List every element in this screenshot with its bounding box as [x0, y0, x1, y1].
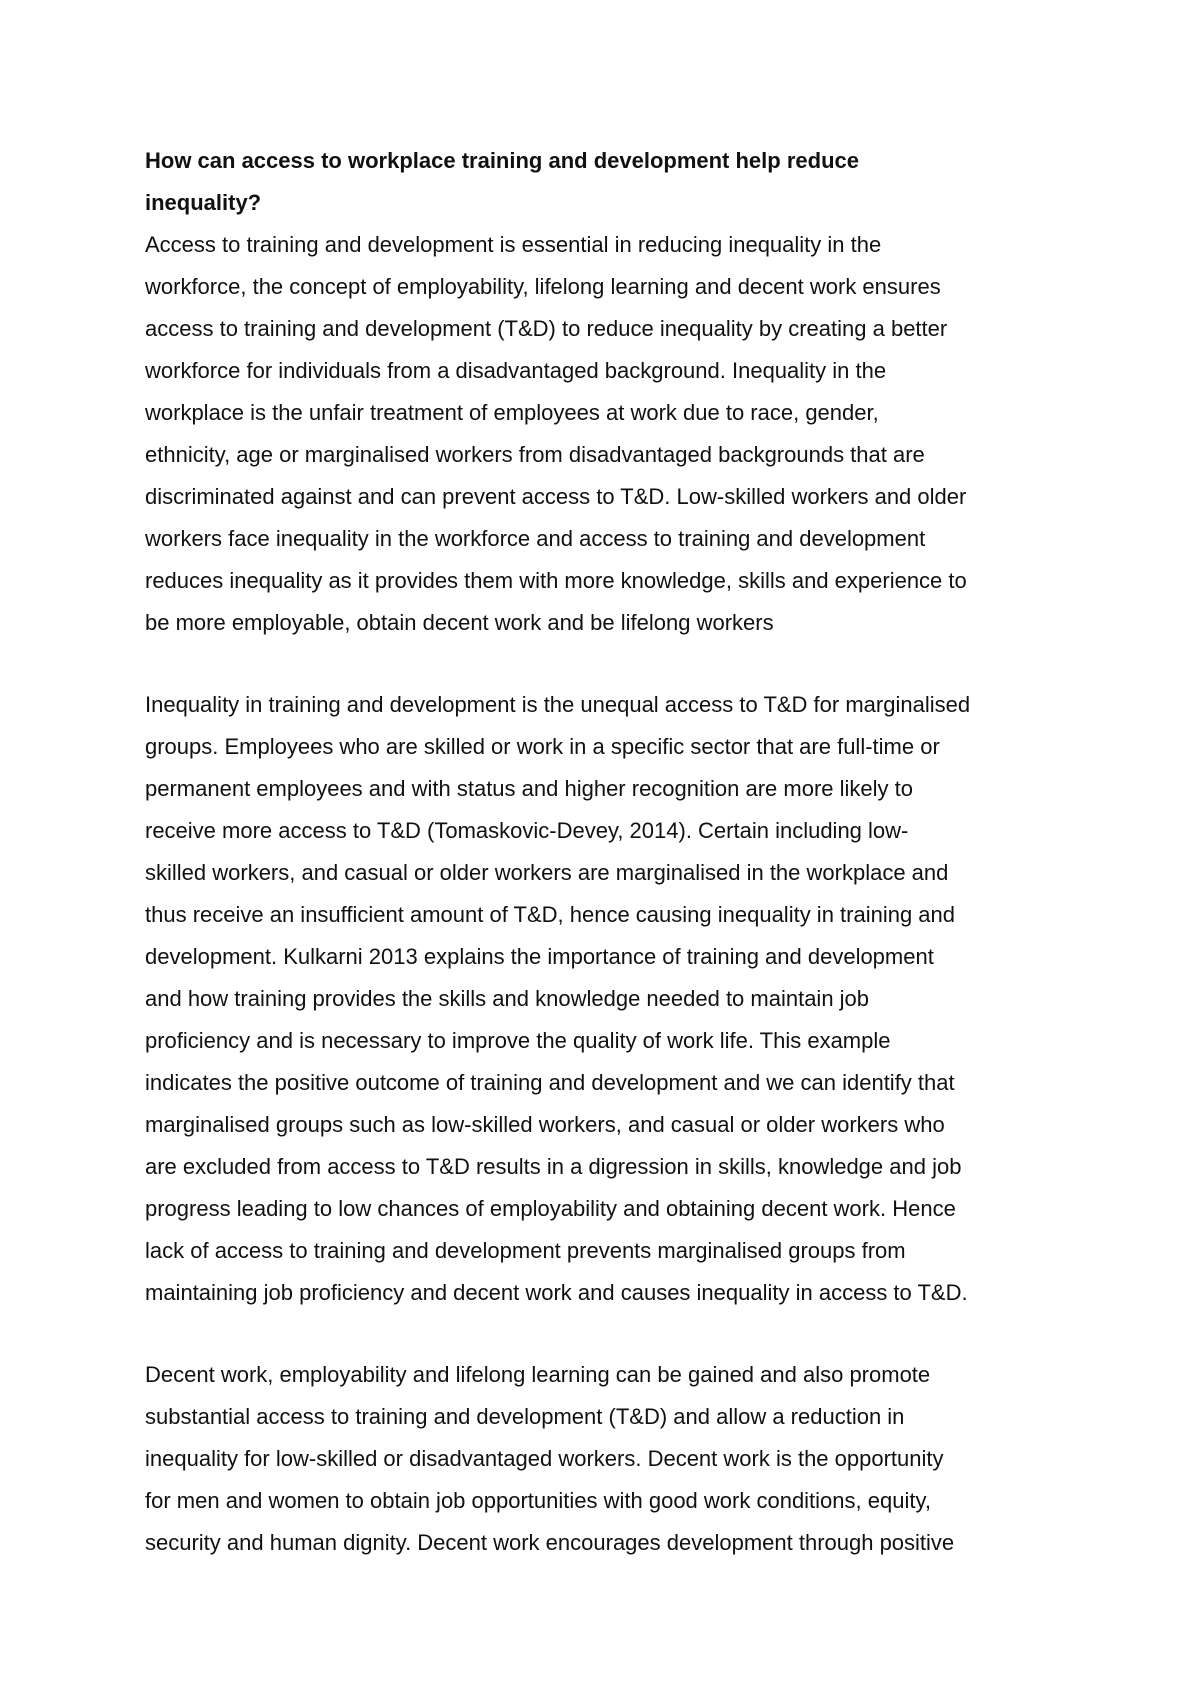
text-line: discriminated against and can prevent access to T&D. Low-skilled workers and older — [145, 484, 967, 509]
text-line: development. Kulkarni 2013 explains the importance of training and development — [145, 944, 934, 969]
document-page — [145, 140, 1065, 1564]
text-line: receive more access to T&D (Tomaskovic-Devey, 2014). Certain including low- — [145, 818, 909, 843]
text-line: permanent employees and with status and higher recognition are more likely to — [145, 776, 913, 801]
text-line: proficiency and is necessary to improve the quality of work life. This example — [145, 1028, 891, 1053]
text-line: thus receive an insufficient amount of T&D, hence causing inequality in training and — [145, 902, 956, 927]
text-line: skilled workers, and casual or older workers are marginalised in the workplace and — [145, 860, 949, 885]
text-line: be more employable, obtain decent work and be lifelong workers — [145, 610, 774, 635]
text-line: workforce for individuals from a disadvantaged background. Inequality in the — [145, 358, 887, 383]
text-line: inequality for low-skilled or disadvantaged workers. Decent work is the opportunity — [145, 1446, 944, 1471]
text-line: progress leading to low chances of employability and obtaining decent work. Hence — [145, 1196, 956, 1221]
text-line: workers face inequality in the workforce and access to training and development — [145, 526, 926, 551]
paragraph-spacer — [145, 644, 1065, 684]
text-line: are excluded from access to T&D results in a digression in skills, knowledge and job — [145, 1154, 962, 1179]
text-line: indicates the positive outcome of training and development and we can identify that — [145, 1070, 955, 1095]
text-line: Decent work, employability and lifelong learning can be gained and also promote — [145, 1362, 931, 1387]
title-line: inequality? — [145, 190, 262, 215]
text-line: Inequality in training and development is the unequal access to T&D for marginalised — [145, 692, 971, 717]
title-line: How can access to workplace training and development help reduce — [145, 148, 859, 173]
text-line: access to training and development (T&D) to reduce inequality by creating a better — [145, 316, 948, 341]
text-line: for men and women to obtain job opportunities with good work conditions, equity, — [145, 1488, 931, 1513]
text-line: workforce, the concept of employability, lifelong learning and decent work ensures — [145, 274, 941, 299]
text-line: lack of access to training and development prevents marginalised groups from — [145, 1238, 906, 1263]
text-line: workplace is the unfair treatment of employees at work due to race, gender, — [145, 400, 879, 425]
paragraph-decent-work — [145, 1354, 1065, 1564]
text-line: and how training provides the skills and knowledge needed to maintain job — [145, 986, 870, 1011]
text-line: groups. Employees who are skilled or work in a specific sector that are full-time or — [145, 734, 940, 759]
text-line: ethnicity, age or marginalised workers from disadvantaged backgrounds that are — [145, 442, 925, 467]
text-line: security and human dignity. Decent work encourages development through positive — [145, 1530, 955, 1555]
text-line: marginalised groups such as low-skilled workers, and casual or older workers who — [145, 1112, 945, 1137]
paragraph-intro — [145, 224, 1065, 644]
paragraph-inequality-td — [145, 684, 1065, 1314]
document-title — [145, 140, 1065, 224]
text-line: substantial access to training and development (T&D) and allow a reduction in — [145, 1404, 905, 1429]
text-line: Access to training and development is essential in reducing inequality in the — [145, 232, 882, 257]
text-line: reduces inequality as it provides them with more knowledge, skills and experience to — [145, 568, 967, 593]
paragraph-spacer — [145, 1314, 1065, 1354]
text-line: maintaining job proficiency and decent work and causes inequality in access to T&D. — [145, 1280, 968, 1305]
